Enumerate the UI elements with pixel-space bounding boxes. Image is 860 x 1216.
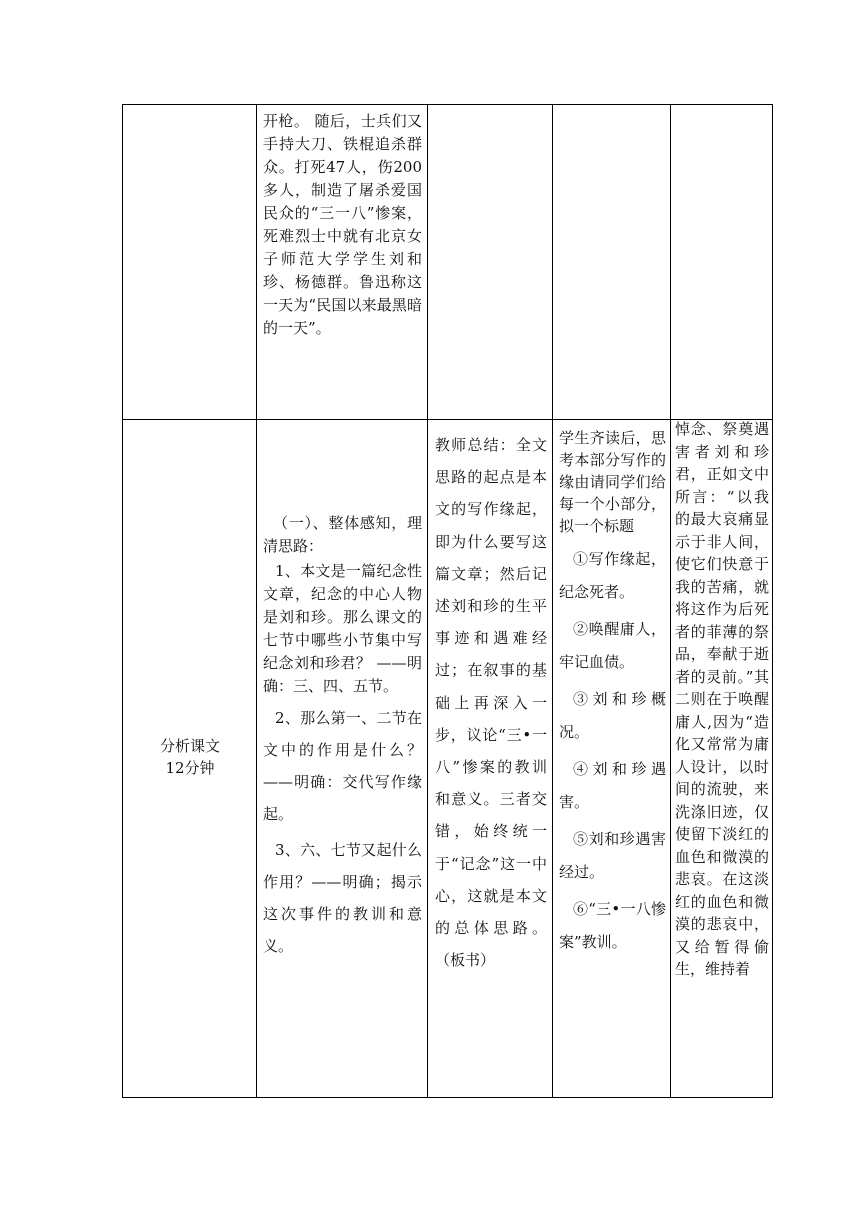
table-border: [122, 104, 123, 1098]
table-border: [772, 104, 773, 1098]
teaching-content-cell: [257, 512, 427, 962]
history-text: 开枪。 随后，士兵们又手持大刀、铁棍追杀群众。打死47人，伤200多人，制造了屠杀爱国民众的“三一八”惨案，死难烈士中就有北京女子师范大学学生刘和珍、杨德群。鲁迅称这一天为“民国以来最黑暗的一天”。: [263, 112, 422, 337]
table-border: [122, 1097, 773, 1098]
design-intent-text: 悼念、祭奠遇害者刘和珍君，正如文中所言：“以我的最大哀痛显示于非人间，使它们快意于我的苦痛，就将这作为后死者的菲薄的祭品，奉献于逝者的灵前。”其二则在于唤醒庸人,因为“造化又常常为庸人设计，以时间的流驶，来洗涤旧迹，仅使留下淡红的血色和微漠的悲哀。在这淡红的血色和微漠的悲哀中，又给暂得偷生，维持着: [675, 420, 769, 978]
teacher-summary-cell: [428, 429, 552, 976]
section-heading: （一）、整体感知，理清思路：: [263, 514, 422, 555]
subtitle-item: ④刘和珍遇害。: [559, 760, 666, 811]
student-activity-intro: 学生齐读后，思考本部分写作的缘由请同学们给每一个小部分，拟一个标题: [559, 429, 666, 535]
design-intent-cell: [671, 418, 772, 981]
question-item: 2、那么第一、二节在文中的作用是什么？——明确：交代写作缘起。: [263, 709, 422, 823]
subtitle-item: ⑤刘和珍遇害经过。: [559, 830, 666, 881]
question-item: 1、本文是一篇纪念性文章，纪念的中心人物是刘和珍。那么课文的七节中哪些小节集中写纪念刘和珍君？ ——明确：三、四、五节。: [263, 562, 422, 695]
subtitle-item: ①写作缘起，纪念死者。: [559, 550, 666, 601]
question-item: 3、六、七节又起什么作用？——明确；揭示这次事件的教训和意义。: [263, 841, 422, 955]
teacher-summary-text: 教师总结：全文思路的起点是本文的写作缘起，即为什么要写这篇文章；然后记述刘和珍的生平事迹和遇难经过；在叙事的基础上再深入一步，议论“三•一八”惨案的教训和意义。三者交错，始终统一于“记念”这一中心，这就是本文的总体思路。（板书）: [435, 436, 547, 970]
stage-name: 分析课文: [159, 737, 220, 755]
table-border: [122, 104, 773, 105]
history-background-cell: [257, 110, 427, 340]
stage-time: 12分钟: [165, 759, 215, 777]
student-activity-cell: [553, 427, 670, 959]
subtitle-item: ②唤醒庸人，牢记血债。: [559, 620, 666, 671]
lesson-plan-table: [122, 104, 773, 1098]
subtitle-item: ⑥“三•一八惨案”教训。: [559, 900, 666, 951]
stage-cell: [123, 735, 257, 779]
subtitle-item: ③刘和珍概况。: [559, 690, 666, 741]
